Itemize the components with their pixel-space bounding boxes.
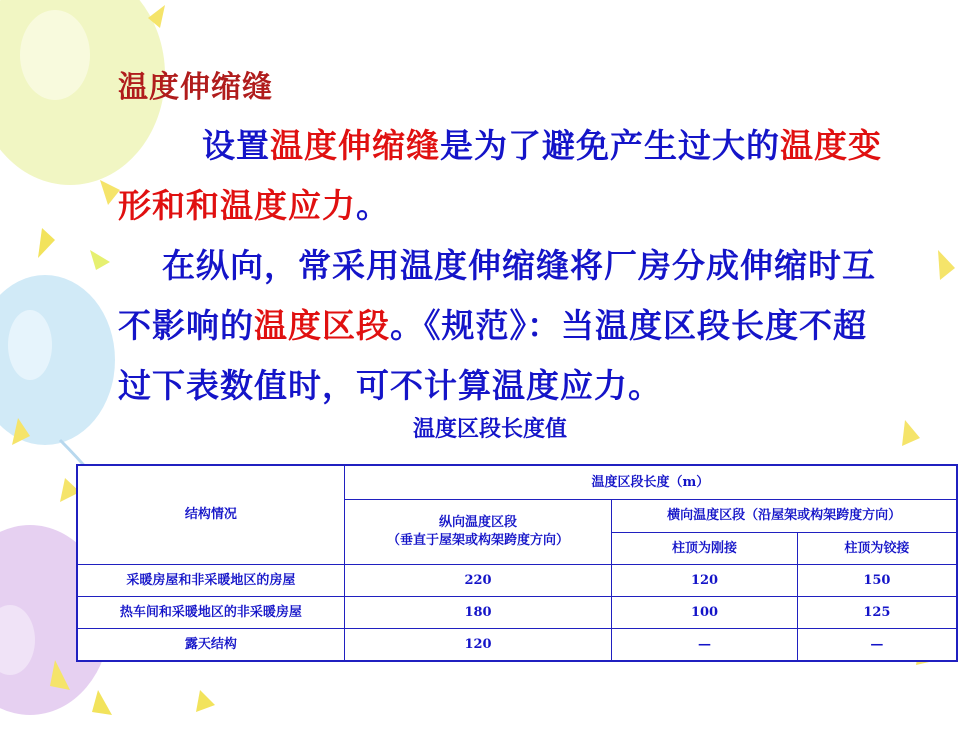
row-rigid: 100 [612, 597, 798, 629]
table-row [77, 597, 957, 629]
paragraph-temperature-section [118, 236, 898, 416]
header-structure: 结构情况 [77, 465, 344, 565]
row-hinged: 125 [797, 597, 957, 629]
row-rigid: 120 [612, 565, 798, 597]
header-longitudinal-line2: （垂直于屋架或构架跨度方向） [387, 533, 570, 548]
row-rigid: — [612, 629, 798, 662]
row-structure: 露天结构 [77, 629, 344, 662]
para1-prefix: 设置 [202, 126, 270, 165]
paragraph-expansion-joint-purpose [118, 116, 898, 236]
header-longitudinal [344, 500, 611, 565]
row-longitudinal: 220 [344, 565, 611, 597]
para1-highlight-joint: 温度伸缩缝 [270, 126, 440, 165]
header-hinged: 柱顶为铰接 [797, 533, 957, 565]
table-row [77, 629, 957, 662]
row-hinged: 150 [797, 565, 957, 597]
para2-prefix: 在纵向，常采用温度伸缩缝将厂房分成伸缩时互不影响的 [118, 246, 876, 345]
header-longitudinal-line1: 纵向温度区段 [439, 515, 518, 530]
row-structure: 热车间和采暖地区的非采暖房屋 [77, 597, 344, 629]
row-longitudinal: 120 [344, 629, 611, 662]
slide-heading: 温度伸缩缝 [118, 70, 273, 105]
temperature-section-table [76, 464, 958, 662]
header-rigid: 柱顶为刚接 [612, 533, 798, 565]
para2-suffix: 。《规范》：当温度区段长度不超过下表数值时，可不计算温度应力。 [118, 306, 867, 405]
row-structure: 采暖房屋和非采暖地区的房屋 [77, 565, 344, 597]
row-longitudinal: 180 [344, 597, 611, 629]
para1-end: 。 [356, 186, 390, 225]
header-section-length: 温度区段长度（m） [344, 465, 957, 500]
header-transverse: 横向温度区段（沿屋架或构架跨度方向） [612, 500, 957, 533]
para2-highlight-section: 温度区段 [254, 306, 390, 345]
row-hinged: — [797, 629, 957, 662]
table-title: 温度区段长度值 [412, 417, 567, 442]
para1-highlight-deformation: 温度变形和和温度应力 [118, 126, 882, 225]
table-row [77, 565, 957, 597]
para1-middle: 是为了避免产生过大的 [440, 126, 780, 165]
